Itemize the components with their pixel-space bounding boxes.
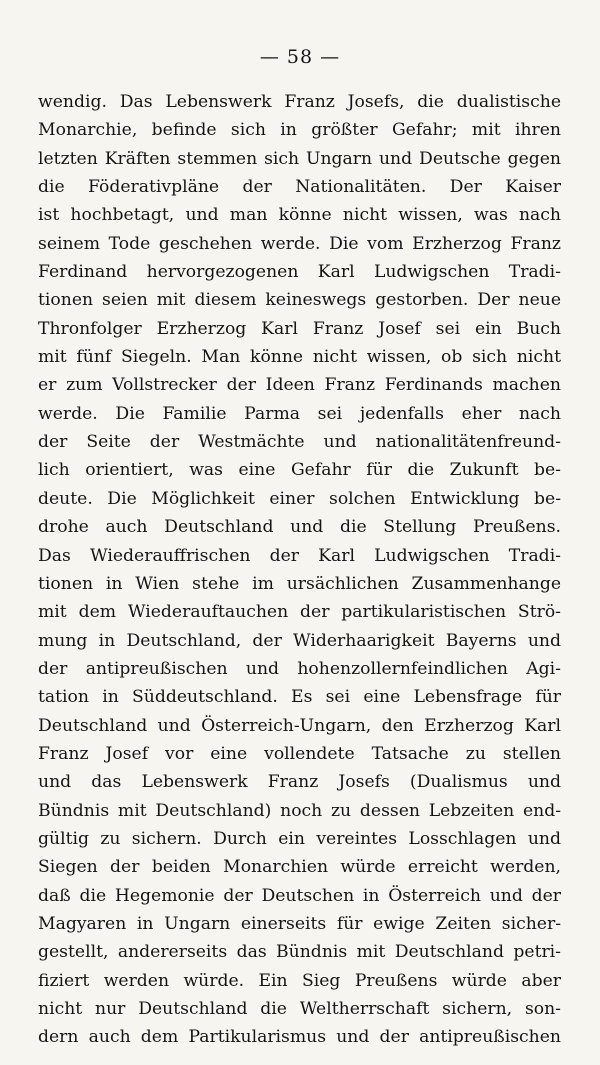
text-line: Franz Josef vor eine vollendete Tatsache zu stellen bbox=[38, 743, 561, 764]
text-line: Bündnis mit Deutschland) noch zu dessen Lebzeiten end- bbox=[38, 800, 561, 821]
text-line: seinem Tode geschehen werde. Die vom Erzherzog Franz bbox=[38, 233, 561, 254]
text-line: letzten Kräften stemmen sich Ungarn und Deutsche gegen bbox=[38, 148, 561, 169]
page-number: — 58 — bbox=[259, 46, 341, 68]
text-line: der Seite der Westmächte und nationalitätenfreund- bbox=[38, 432, 561, 453]
text-line: dern auch dem Partikularismus und der antipreußischen bbox=[38, 1027, 561, 1048]
text-line: wendig. Das Lebenswerk Franz Josefs, die dualistische bbox=[38, 92, 561, 112]
text-line: und das Lebenswerk Franz Josefs (Dualismus und bbox=[38, 772, 561, 793]
text-line: die Föderativpläne der Nationalitäten. Der Kaiser bbox=[38, 177, 561, 198]
text-line: Magyaren in Ungarn einerseits für ewige Zeiten sicher- bbox=[38, 913, 561, 934]
text-line: drohe auch Deutschland und die Stellung Preußens. bbox=[38, 517, 561, 538]
body-text bbox=[38, 88, 561, 1052]
text-line: mung in Deutschland, der Widerhaarigkeit Bayerns und bbox=[38, 630, 561, 651]
text-line: tation in Süddeutschland. Es sei eine Lebensfrage für bbox=[38, 687, 561, 708]
text-line: lich orientiert, was eine Gefahr für die Zukunft be- bbox=[38, 460, 561, 481]
text-line: tionen in Wien stehe im ursächlichen Zusammenhange bbox=[38, 573, 561, 594]
text-line: mit dem Wiederauftauchen der partikularistischen Strö- bbox=[38, 602, 561, 623]
text-line: Ferdinand hervorgezogenen Karl Ludwigschen Tradi- bbox=[38, 262, 561, 283]
text-line: daß die Hegemonie der Deutschen in Österreich und der bbox=[38, 885, 561, 906]
text-line: Das Wiederauffrischen der Karl Ludwigschen Tradi- bbox=[38, 545, 561, 566]
text-line: Thronfolger Erzherzog Karl Franz Josef sei ein Buch bbox=[38, 318, 561, 339]
text-line: tionen seien mit diesem keineswegs gestorben. Der neue bbox=[38, 290, 561, 311]
text-line: gültig zu sichern. Durch ein vereintes Losschlagen und bbox=[38, 828, 561, 849]
text-line: werde. Die Familie Parma sei jedenfalls eher nach bbox=[38, 403, 561, 424]
text-line: deute. Die Möglichkeit einer solchen Entwicklung be- bbox=[38, 488, 561, 509]
text-line: Monarchie, befinde sich in größter Gefahr; mit ihren bbox=[38, 120, 561, 141]
text-line: Siegen der beiden Monarchien würde erreicht werden, bbox=[38, 857, 561, 878]
text-line: mit fünf Siegeln. Man könne nicht wissen, ob sich nicht bbox=[38, 347, 561, 368]
text-line: nicht nur Deutschland die Weltherrschaft sichern, son- bbox=[38, 999, 561, 1019]
text-line: fiziert werden würde. Ein Sieg Preußens würde aber bbox=[38, 970, 561, 991]
text-line: gestellt, andererseits das Bündnis mit Deutschland petri- bbox=[38, 942, 561, 963]
text-line: ist hochbetagt, und man könne nicht wissen, was nach bbox=[38, 205, 561, 226]
text-line: der antipreußischen und hohenzollernfeindlichen Agi- bbox=[38, 658, 561, 679]
text-line: Deutschland und Österreich-Ungarn, den Erzherzog Karl bbox=[38, 715, 561, 736]
text-line: er zum Vollstrecker der Ideen Franz Ferdinands machen bbox=[38, 375, 561, 396]
